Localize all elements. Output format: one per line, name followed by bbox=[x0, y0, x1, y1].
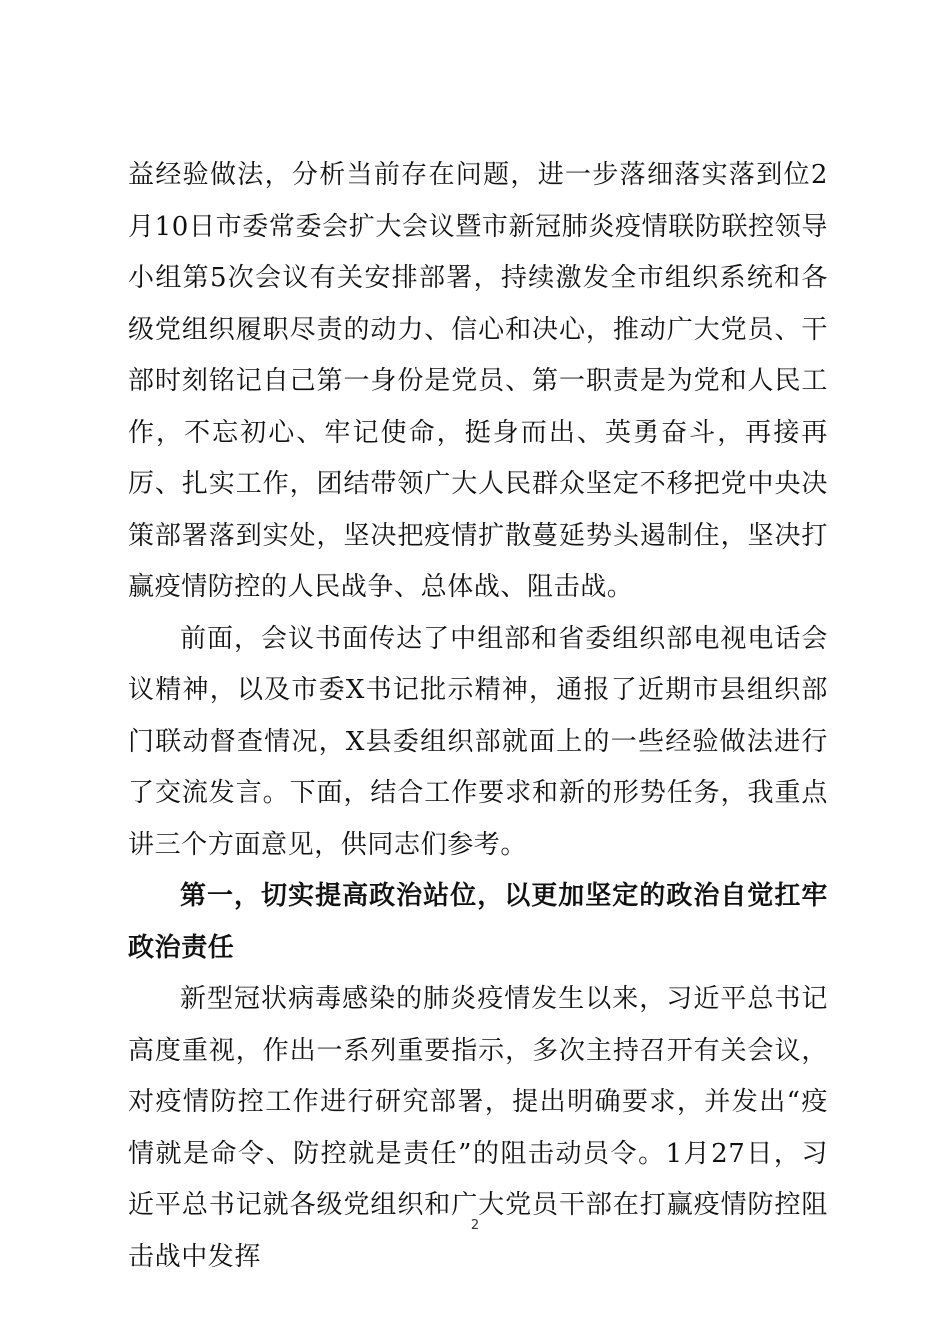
paragraph-continuation: 益经验做法，分析当前存在问题，进一步落细落实落到位2月10日市委常委会扩大会议暨市新冠肺炎疫情联防联控领导小组第5次会议有关安排部署，持续激发全市组织系统和各级党组织履职尽责的动力、信心和决心，推动广大党员、干部时刻铭记自己第一身份是党员、第一职责是为党和人民工作，不忘初心、牢记使命，挺身而出、英勇奋斗，再接再厉、扎实工作，团结带领广大人民群众坚定不移把党中央决策部署落到实处，坚决把疫情扩散蔓延势头遏制住，坚决打赢疫情防控的人民战争、总体战、阻击战。 bbox=[128, 160, 828, 602]
paragraph-section-body: 新型冠状病毒感染的肺炎疫情发生以来，习近平总书记高度重视，作出一系列重要指示，多次主持召开有关会议，对疫情防控工作进行研究部署，提出明确要求，并发出“疫情就是命令、防控就是责任”的阻击动员令。1月27日，习近平总书记就各级党组织和广大党员干部在打赢疫情防控阻击战中发挥 bbox=[128, 984, 828, 1272]
paragraph-meeting-summary: 前面，会议书面传达了中组部和省委组织部电视电话会议精神，以及市委X书记批示精神，通报了近期市县组织部门联动督查情况，X县委组织部就面上的一些经验做法进行了交流发言。下面，结合工作要求和新的形势任务，我重点讲三个方面意见，供同志们参考。 bbox=[128, 623, 828, 860]
document-body bbox=[128, 150, 828, 1283]
page-number: 2 bbox=[470, 1218, 480, 1233]
section-heading: 第一，切实提高政治站位，以更加坚定的政治自觉扛牢政治责任 bbox=[128, 881, 828, 963]
